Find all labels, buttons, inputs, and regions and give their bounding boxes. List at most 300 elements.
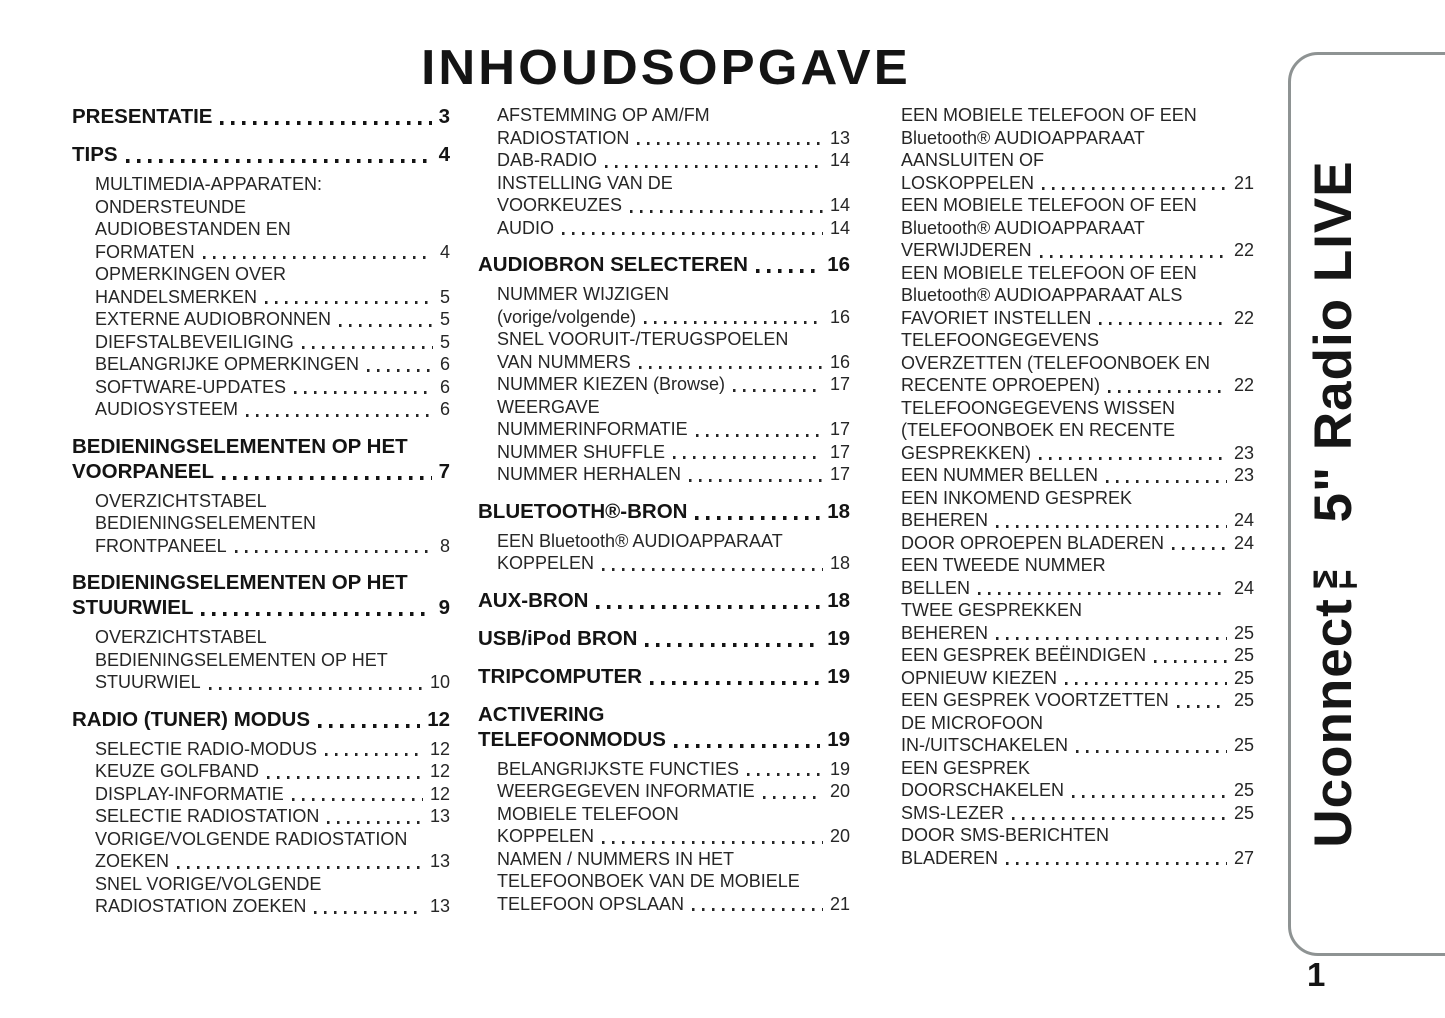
toc-entry-line: [478, 588, 850, 613]
toc-page-number: 18: [827, 588, 850, 612]
toc-entry-text: DIEFSTALBEVEILIGING: [95, 331, 294, 352]
toc-entry: [95, 738, 450, 761]
toc-page-number: 25: [1233, 645, 1254, 665]
toc-entry-line: [72, 142, 450, 167]
dot-leader: [126, 159, 432, 163]
toc-page-number: 14: [829, 195, 850, 215]
dot-leader: [605, 165, 823, 168]
toc-page-number: 12: [429, 738, 450, 759]
toc-entry-line: [497, 463, 850, 486]
toc-entry-line: BEDIENINGSELEMENTEN: [95, 513, 317, 533]
toc-entry-text: BLADEREN: [901, 847, 999, 868]
toc-entry-line: EEN MOBIELE TELEFOON OF EEN: [901, 105, 1197, 125]
toc-entry-line: [901, 622, 1254, 645]
toc-entry: [478, 499, 850, 524]
toc-page-number: 19: [829, 758, 850, 779]
toc-entry-line: [901, 172, 1254, 195]
toc-entry-text: AUDIO: [497, 217, 555, 238]
toc-column-2: [478, 104, 850, 915]
toc-entry-line: [901, 667, 1254, 690]
toc-entry-line: [901, 734, 1254, 757]
toc-entry-line: EEN GESPREK: [901, 757, 1031, 778]
toc-entry: [901, 397, 1254, 465]
toc-entry-text: TRIPCOMPUTER: [478, 664, 642, 688]
toc-entry-text: AUDIOSYSTEEM: [95, 399, 239, 419]
toc-page-number: 16: [827, 253, 850, 276]
toc-entry-line: Bluetooth® AUDIOAPPARAAT: [901, 127, 1145, 148]
dot-leader: [639, 366, 823, 369]
toc-page-number: 6: [439, 376, 450, 397]
toc-entry: [478, 588, 850, 613]
toc-entry-line: [497, 373, 850, 396]
toc-page-number: 17: [829, 419, 850, 439]
toc-entry-text: STUURWIEL: [95, 672, 201, 692]
toc-entry-line: VORIGE/VOLGENDE RADIOSTATION: [95, 828, 408, 849]
toc-entry: [497, 104, 850, 149]
toc-page-number: 17: [829, 441, 850, 462]
toc-entry: [497, 373, 850, 396]
toc-entry: [95, 490, 450, 558]
toc-page-number: 5: [439, 309, 450, 329]
toc-entry-text: ZOEKEN: [95, 851, 170, 871]
toc-entry-line: OVERZETTEN (TELEFOONBOEK EN: [901, 352, 1211, 373]
dot-leader: [645, 643, 820, 647]
toc-entry: [478, 626, 850, 651]
toc-entry: [901, 487, 1254, 532]
toc-entry-text: SELECTIE RADIOSTATION: [95, 806, 320, 826]
toc-entry: [497, 758, 850, 781]
dot-leader: [222, 476, 432, 480]
toc-entry: [497, 283, 850, 328]
toc-page-number: 24: [1233, 532, 1254, 553]
toc-entry: [901, 757, 1254, 802]
dot-leader: [602, 568, 823, 571]
toc-entry: [901, 802, 1254, 825]
dot-leader: [1072, 795, 1227, 798]
toc-page-number: 23: [1233, 442, 1254, 463]
toc-entry-line: [497, 306, 850, 329]
toc-entry-line: EEN TWEEDE NUMMER: [901, 555, 1106, 575]
toc-entry: [497, 441, 850, 464]
toc-entry-text: RADIO (TUNER) MODUS: [72, 707, 311, 731]
toc-entry-line: EEN INKOMEND GESPREK: [901, 487, 1133, 508]
toc-entry-text: DOORSCHAKELEN: [901, 780, 1065, 800]
toc-entry-line: [95, 760, 450, 783]
toc-entry: [901, 667, 1254, 690]
toc-page-number: 17: [829, 464, 850, 484]
toc-entry-text: KEUZE GOLFBAND: [95, 761, 260, 781]
toc-entry-line: INSTELLING VAN DE: [497, 172, 673, 193]
dot-leader: [996, 637, 1227, 640]
toc-page-number: 7: [438, 459, 450, 483]
toc-entry-line: [72, 595, 450, 620]
dot-leader: [302, 346, 433, 349]
toc-entry-line: [72, 707, 450, 732]
toc-entry-line: [95, 376, 450, 399]
toc-page-number: 13: [429, 806, 450, 826]
toc-entry-text: DISPLAY-INFORMATIE: [95, 783, 284, 804]
toc-page-number: 22: [1233, 240, 1254, 260]
toc-entry-text: SELECTIE RADIO-MODUS: [95, 738, 318, 759]
toc-page-number: 8: [439, 535, 450, 556]
toc-page-number: 20: [829, 781, 850, 801]
toc-entry-line: [497, 194, 850, 217]
dot-leader: [644, 321, 823, 324]
toc-entry: [497, 172, 850, 217]
dot-leader: [673, 456, 823, 459]
toc-page-number: 22: [1233, 375, 1254, 395]
toc-entry-text: BELLEN: [901, 577, 971, 598]
toc-entry-line: MULTIMEDIA-APPARATEN:: [95, 174, 323, 194]
toc-entry-line: EEN MOBIELE TELEFOON OF EEN: [901, 262, 1197, 283]
dot-leader: [325, 753, 423, 756]
dot-leader: [1065, 682, 1227, 685]
toc-entry-line: [478, 727, 850, 752]
toc-entry: [497, 149, 850, 172]
dot-leader: [318, 724, 420, 728]
toc-entry-text: BEHEREN: [901, 510, 989, 530]
toc-entry: [95, 353, 450, 376]
toc-page-number: 5: [439, 286, 450, 307]
toc-entry-text: NUMMERINFORMATIE: [497, 419, 688, 439]
toc-entry-text: LOSKOPPELEN: [901, 172, 1035, 193]
dot-leader: [1039, 457, 1227, 460]
toc-entry-line: [901, 307, 1254, 330]
toc-entry-line: [72, 459, 450, 484]
toc-entry-line: [478, 252, 850, 277]
toc-page-number: 3: [438, 105, 450, 128]
toc-entry: [497, 396, 850, 441]
dot-leader: [203, 256, 433, 259]
dot-leader: [756, 269, 820, 273]
dot-leader: [1106, 480, 1227, 483]
toc-entry-line: [901, 847, 1254, 870]
toc-entry: [497, 463, 850, 486]
toc-page-number: 19: [827, 727, 850, 751]
toc-entry: [497, 780, 850, 803]
toc-entry-text: RADIOSTATION ZOEKEN: [95, 896, 307, 916]
dot-leader: [637, 142, 823, 145]
toc-entry-text: PRESENTATIE: [72, 105, 213, 128]
toc-entry-line: OPMERKINGEN OVER: [95, 264, 287, 284]
dot-leader: [327, 821, 423, 824]
toc-entry: [497, 848, 850, 916]
toc-page-number: 14: [829, 217, 850, 238]
toc-entry: [901, 712, 1254, 757]
toc-entry-line: Bluetooth® AUDIOAPPARAAT ALS: [901, 285, 1183, 305]
toc-page-number: 5: [439, 331, 450, 352]
dot-leader: [339, 324, 433, 327]
toc-entry-line: BEDIENINGSELEMENTEN OP HET: [95, 649, 388, 670]
toc-entry-text: AUX-BRON: [478, 588, 589, 612]
dot-leader: [1006, 862, 1227, 865]
dot-leader: [201, 612, 431, 616]
toc-entry-text: IN-/UITSCHAKELEN: [901, 735, 1069, 755]
toc-entry-line: [95, 805, 450, 828]
toc-entry: [901, 329, 1254, 397]
toc-entry-line: [497, 418, 850, 441]
toc-page-number: 19: [827, 664, 850, 688]
toc-entry-line: AFSTEMMING OP AM/FM: [497, 105, 710, 125]
toc-entry-line: MOBIELE TELEFOON: [497, 803, 679, 824]
toc-entry-text: NUMMER HERHALEN: [497, 464, 682, 484]
toc-entry-line: EEN MOBIELE TELEFOON OF EEN: [901, 195, 1197, 215]
toc-page-number: 13: [429, 896, 450, 916]
toc-entry: [95, 376, 450, 399]
toc-entry: [901, 104, 1254, 194]
toc-page-number: 14: [829, 150, 850, 170]
toc-entry-text: EEN GESPREK VOORTZETTEN: [901, 690, 1169, 710]
side-tab-label: Uconnect™ 5" Radio LIVE: [1304, 160, 1363, 848]
toc-entry-line: [497, 351, 850, 374]
toc-entry-line: [478, 499, 850, 524]
dot-leader: [246, 414, 433, 417]
toc-entry: [72, 707, 450, 732]
toc-page-number: 21: [829, 893, 850, 914]
toc-page-number: 18: [829, 553, 850, 573]
toc-entry-line: [95, 353, 450, 376]
toc-entry: [497, 803, 850, 848]
toc-entry-line: BEDIENINGSELEMENTEN OP HET: [72, 571, 408, 594]
toc-entry: [901, 532, 1254, 555]
toc-entry-line: NUMMER WIJZIGEN: [497, 284, 669, 304]
toc-entry: [478, 702, 850, 752]
side-tab-panel: [1288, 52, 1445, 956]
toc-entry: [901, 824, 1254, 869]
toc-entry-line: BEDIENINGSELEMENTEN OP HET: [72, 434, 408, 458]
toc-entry-line: [901, 779, 1254, 802]
toc-entry-text: BELANGRIJKSTE FUNCTIES: [497, 758, 740, 779]
toc-entry: [95, 805, 450, 828]
toc-entry: [478, 252, 850, 277]
toc-page-number: 12: [429, 761, 450, 781]
dot-leader: [1108, 390, 1227, 393]
toc-entry: [72, 142, 450, 167]
toc-entry-line: [901, 464, 1254, 487]
toc-entry: [95, 173, 450, 263]
dot-leader: [292, 798, 423, 801]
toc-entry-line: [72, 104, 450, 129]
toc-entry: [901, 262, 1254, 330]
toc-entry-line: OVERZICHTSTABEL: [95, 490, 267, 511]
toc-entry: [901, 194, 1254, 262]
toc-entry-text: RADIOSTATION: [497, 127, 630, 148]
toc-page-number: 10: [429, 672, 450, 692]
toc-entry: [95, 783, 450, 806]
dot-leader: [696, 434, 823, 437]
dot-leader: [562, 232, 823, 235]
toc-entry: [95, 873, 450, 918]
toc-entry-text: VOORPANEEL: [72, 459, 214, 483]
toc-page-number: 13: [429, 851, 450, 871]
toc-entry-line: [95, 331, 450, 354]
toc-page-number: 13: [829, 127, 850, 148]
toc-entry: [497, 328, 850, 373]
toc-entry-line: DE MICROFOON: [901, 712, 1043, 733]
toc-entry-line: [95, 738, 450, 761]
toc-entry-line: [95, 671, 450, 694]
toc-page-number: 17: [829, 374, 850, 394]
page-title: INHOUDSOPGAVE: [421, 41, 911, 95]
dot-leader: [1076, 750, 1227, 753]
toc-entry: [478, 664, 850, 689]
toc-entry-line: TELEFOONGEGEVENS WISSEN: [901, 397, 1176, 418]
toc-page-number: 25: [1233, 802, 1254, 823]
toc-entry: [95, 331, 450, 354]
toc-entry: [95, 760, 450, 783]
toc-entry-text: EEN GESPREK BEËINDIGEN: [901, 645, 1147, 665]
toc-entry-text: HANDELSMERKEN: [95, 286, 258, 307]
toc-entry-text: NUMMER SHUFFLE: [497, 441, 666, 462]
toc-entry-line: [497, 552, 850, 575]
toc-entry: [95, 263, 450, 308]
dot-leader: [733, 389, 823, 392]
dot-leader: [220, 121, 431, 125]
toc-entry: [901, 689, 1254, 712]
toc-entry-line: AUDIOBESTANDEN EN: [95, 219, 291, 239]
toc-entry-line: [497, 893, 850, 916]
toc-page-number: 4: [438, 143, 450, 166]
toc-entry: [72, 570, 450, 620]
toc-entry-line: (TELEFOONBOEK EN RECENTE: [901, 420, 1176, 440]
toc-entry-line: [95, 895, 450, 918]
toc-entry-line: TWEE GESPREKKEN: [901, 600, 1083, 620]
toc-entry-line: TELEFOONGEGEVENS: [901, 330, 1100, 350]
dot-leader: [695, 516, 820, 520]
toc-entry-text: KOPPELEN: [497, 826, 595, 846]
toc-column-3: [901, 104, 1254, 869]
toc-entry-text: VAN NUMMERS: [497, 351, 631, 372]
toc-entry-text: BLUETOOTH®-BRON: [478, 499, 688, 523]
toc-entry-text: EXTERNE AUDIOBRONNEN: [95, 309, 332, 329]
toc-page-number: 21: [1233, 172, 1254, 193]
page-number: 1: [1307, 956, 1326, 993]
toc-entry-text: USB/iPod BRON: [478, 626, 638, 650]
dot-leader: [177, 866, 423, 869]
toc-entry-line: [901, 577, 1254, 600]
dot-leader: [674, 744, 820, 748]
toc-entry-text: DAB-RADIO: [497, 150, 598, 170]
toc-entry-line: [901, 689, 1254, 712]
toc-entry-line: [497, 127, 850, 150]
toc-page-number: 24: [1233, 577, 1254, 598]
toc-entry: [901, 599, 1254, 644]
toc-entry: [95, 398, 450, 421]
dot-leader: [235, 550, 433, 553]
dot-leader: [265, 301, 433, 304]
toc-entry-line: [901, 239, 1254, 262]
toc-entry: [901, 464, 1254, 487]
toc-entry: [95, 626, 450, 694]
dot-leader: [1172, 547, 1227, 550]
toc-entry-line: [478, 664, 850, 689]
toc-entry-line: Bluetooth® AUDIOAPPARAAT: [901, 217, 1145, 238]
toc-page-number: 24: [1233, 510, 1254, 530]
toc-entry-line: [478, 626, 850, 651]
toc-entry-line: [95, 241, 450, 264]
toc-page-number: 9: [438, 596, 450, 619]
dot-leader: [763, 796, 823, 799]
toc-entry: [497, 530, 850, 575]
toc-page-number: 25: [1233, 735, 1254, 755]
toc-entry-line: DOOR SMS-BERICHTEN: [901, 825, 1110, 845]
dot-leader: [1042, 187, 1227, 190]
toc-page-number: 22: [1233, 307, 1254, 328]
dot-leader: [596, 605, 820, 609]
toc-page-number: 25: [1233, 622, 1254, 643]
toc-entry: [95, 308, 450, 331]
toc-entry-line: [901, 644, 1254, 667]
dot-leader: [692, 908, 823, 911]
toc-entry-line: SNEL VORIGE/VOLGENDE: [95, 873, 322, 894]
toc-entry-text: FRONTPANEEL: [95, 535, 227, 556]
toc-page-number: 25: [1233, 780, 1254, 800]
toc-entry-text: BELANGRIJKE OPMERKINGEN: [95, 354, 360, 374]
dot-leader: [294, 391, 433, 394]
toc-entry-line: [95, 850, 450, 873]
toc-entry-text: DOOR OPROEPEN BLADEREN: [901, 532, 1165, 553]
toc-entry-text: EEN NUMMER BELLEN: [901, 465, 1099, 485]
toc-entry-text: OPNIEUW KIEZEN: [901, 667, 1058, 688]
toc-entry-line: [497, 758, 850, 781]
toc-entry-line: [901, 442, 1254, 465]
toc-entry: [497, 217, 850, 240]
dot-leader: [1177, 705, 1227, 708]
toc-page-number: 19: [827, 626, 850, 650]
toc-entry-line: [95, 535, 450, 558]
toc-page-number: 25: [1233, 667, 1254, 688]
toc-entry: [72, 104, 450, 129]
toc-page-number: 6: [439, 354, 450, 374]
toc-entry-line: [497, 780, 850, 803]
toc-entry-line: [901, 374, 1254, 397]
toc-page-number: 12: [427, 707, 450, 731]
toc-entry: [72, 434, 450, 484]
toc-entry-line: [95, 398, 450, 421]
toc-page-number: 12: [429, 783, 450, 804]
toc-entry-text: SMS-LEZER: [901, 802, 1005, 823]
toc-entry-line: [95, 308, 450, 331]
toc-entry-line: ONDERSTEUNDE: [95, 196, 247, 217]
toc-entry-text: STUURWIEL: [72, 596, 194, 619]
dot-leader: [267, 776, 423, 779]
toc-entry-line: OVERZICHTSTABEL: [95, 627, 267, 647]
dot-leader: [996, 525, 1227, 528]
toc-entry: [95, 828, 450, 873]
toc-page-number: 16: [829, 351, 850, 372]
toc-entry: [901, 554, 1254, 599]
toc-entry-text: FORMATEN: [95, 241, 195, 262]
toc-entry-line: [95, 783, 450, 806]
toc-entry-text: RECENTE OPROEPEN): [901, 375, 1101, 395]
dot-leader: [1012, 817, 1227, 820]
toc-entry-text: AUDIOBRON SELECTEREN: [478, 253, 748, 276]
toc-entry-text: TELEFOONMODUS: [478, 727, 666, 751]
toc-entry-line: [901, 802, 1254, 825]
toc-entry-text: SOFTWARE-UPDATES: [95, 376, 287, 397]
toc-entry-line: SNEL VOORUIT-/TERUGSPOELEN: [497, 329, 789, 349]
toc-entry-line: [497, 825, 850, 848]
dot-leader: [650, 681, 820, 685]
toc-entry-line: [497, 441, 850, 464]
toc-page-number: 20: [829, 826, 850, 846]
toc-entry-text: TIPS: [72, 143, 118, 166]
dot-leader: [314, 911, 423, 914]
dot-leader: [630, 210, 823, 213]
toc-entry-line: [95, 286, 450, 309]
toc-entry-text: VOORKEUZES: [497, 195, 623, 215]
toc-entry-text: FAVORIET INSTELLEN: [901, 307, 1092, 328]
